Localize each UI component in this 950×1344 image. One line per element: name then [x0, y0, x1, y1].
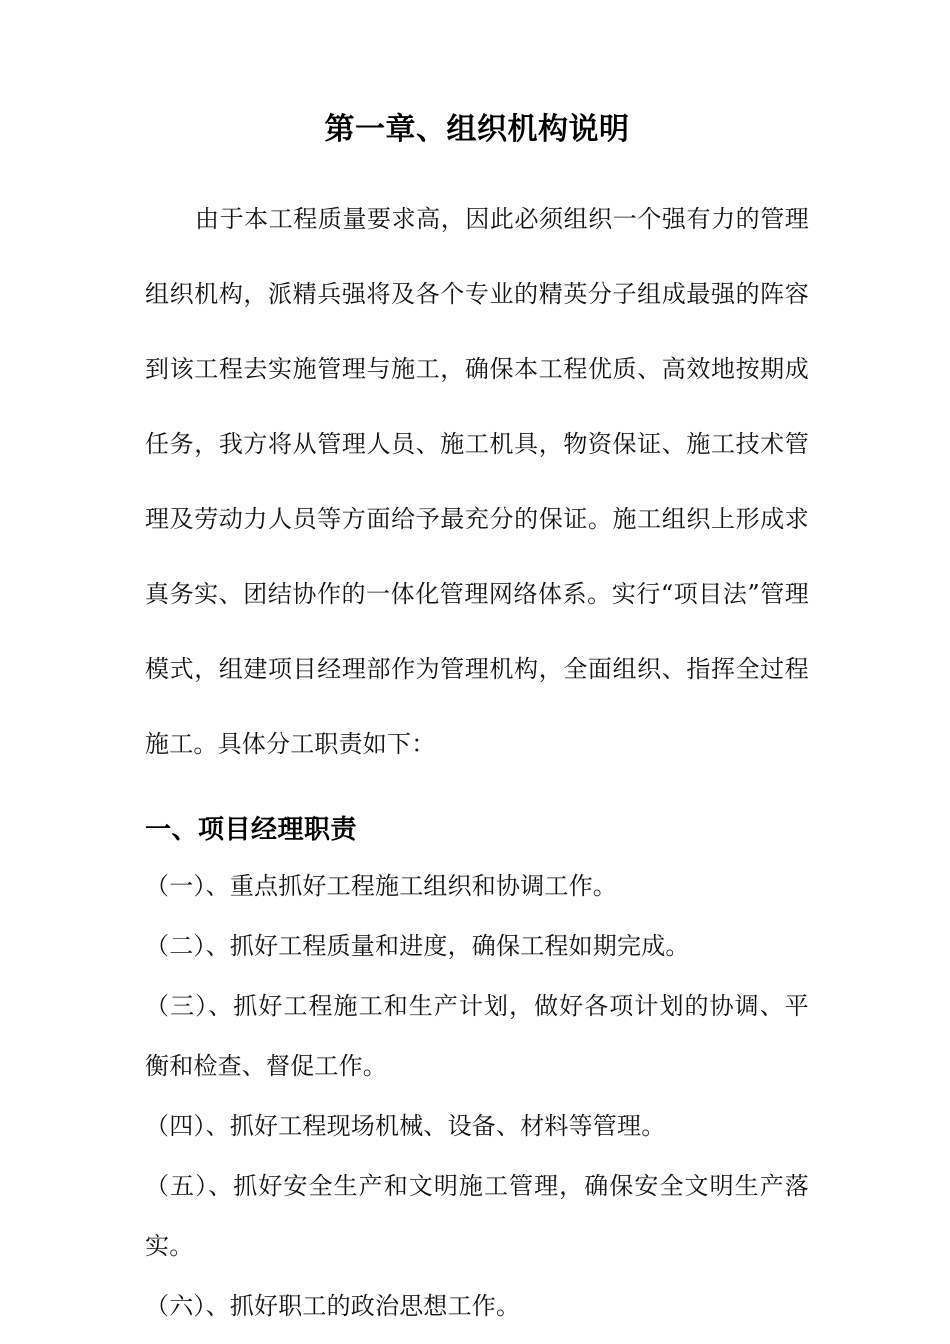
- list-item: [145, 1156, 809, 1276]
- section-heading-project-manager-duties: 一、项目经理职责: [145, 815, 358, 845]
- clause-marker: （一）、: [145, 872, 230, 900]
- clause-text: 抓好职工的政治思想工作。: [229, 1292, 521, 1320]
- document-content: [145, 0, 809, 1336]
- page-title: 第一章、组织机构说明: [324, 112, 630, 147]
- clause-text: 抓好工程质量和进度，确保工程如期完成。: [229, 932, 690, 960]
- clause-text: 抓好安全生产和文明施工管理，确保安全文明生产落实。: [145, 1172, 809, 1260]
- clause-marker: （五）、: [145, 1172, 234, 1200]
- clause-text: 抓好工程现场机械、设备、材料等管理。: [229, 1112, 666, 1140]
- intro-paragraph: 由于本工程质量要求高，因此必须组织一个强有力的管理组织机构，派精兵强将及各个专业的精英分子组成最强的阵容到该工程去实施管理与施工，确保本工程优质、高效地按期成任务，我方将从管理人员、施工机具，物资保证、施工技术管理及劳动力人员等方面给予最充分的保证。施工组织上形成求真务实、团结协作的一体化管理网络体系。实行“项目法”管理模式，组建项目经理部作为管理机构，全面组织、指挥全过程施工。具体分工职责如下：: [145, 205, 809, 758]
- list-item: [145, 856, 809, 916]
- clause-list: [145, 856, 809, 1336]
- clause-text: 抓好工程施工和生产计划，做好各项计划的协调、平衡和检查、督促工作。: [145, 992, 809, 1080]
- clause-marker: （四）、: [145, 1112, 230, 1140]
- list-item: [145, 916, 809, 976]
- clause-marker: （六）、: [145, 1292, 230, 1320]
- list-item: [145, 1276, 809, 1336]
- list-item: [145, 1096, 809, 1156]
- list-item: [145, 976, 809, 1096]
- clause-marker: （三）、: [145, 992, 234, 1020]
- clause-marker: （二）、: [145, 932, 230, 960]
- clause-text: 重点抓好工程施工组织和协调工作。: [229, 872, 618, 900]
